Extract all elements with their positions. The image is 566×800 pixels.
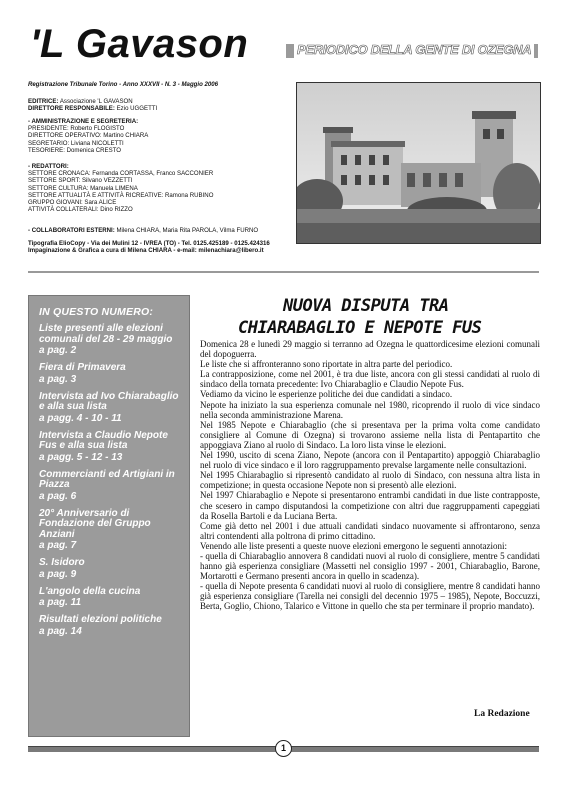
village-photo xyxy=(296,82,541,244)
editrice-label: EDITRICE: xyxy=(28,98,59,105)
contents-item xyxy=(39,392,185,424)
contents-item-title: Fiera di Primavera xyxy=(39,362,126,373)
tipografia-line: Tipografia ElioCopy - Via dei Mulini 12 - IVREA (TO) - Tel. 0125.425189 - 0125.424316 xyxy=(28,240,270,247)
masthead-title: 'L Gavason xyxy=(30,22,249,66)
redattori-line: SETTORE SPORT: Silvano VEZZETTI xyxy=(28,177,133,185)
contents-item-title: Liste presenti alle elezioni comunali del 28 - 29 maggio xyxy=(39,323,173,345)
article-paragraph: Vediamo da vicino le esperienze politiche dei due candidati a sindaco. xyxy=(200,389,453,400)
contents-item-page: a pag. 2 xyxy=(39,345,77,356)
redattori-line: GRUPPO GIOVANI: Sara ALICE xyxy=(28,199,117,207)
contents-heading: IN QUESTO NUMERO: xyxy=(39,306,154,318)
article-paragraph: Nepote ha iniziato la sua esperienza comunale nel 1980, ricoprendo il ruolo di vice sindaco nella seconda amministrazione Marena. xyxy=(200,399,540,420)
contents-item-page: a pag. 14 xyxy=(39,625,82,637)
contents-item-page: a pag. 6 xyxy=(39,490,77,502)
impaginazione-line: Impaginazione & Grafica a cura di Milena CHIARA - e-mail: milenachiara@libero.it xyxy=(28,247,264,255)
collab-label: - COLLABORATORI ESTERNI: xyxy=(28,227,115,234)
article-paragraph: Domenica 28 e lunedì 29 maggio si terranno ad Ozegna le quattordicesime elezioni comunali del dopoguerra. xyxy=(200,339,540,360)
article-paragraph: Venendo alle liste presenti a queste nuove elezioni emergono le seguenti annotazioni: xyxy=(200,540,507,551)
contents-item-title: L'angolo della cucina xyxy=(39,585,141,597)
contents-item xyxy=(39,558,185,580)
article-signature: La Redazione xyxy=(474,709,530,719)
contents-sidebar xyxy=(28,295,190,737)
article-paragraph: Nel 1995 Chiarabaglio si ripresentò candidato al ruolo di Sindaco, con nessuna altra lista in competizione; in questa occasione Nepote non si presentò alle elezioni. xyxy=(200,470,540,491)
contents-item xyxy=(39,509,185,552)
contents-item xyxy=(39,324,185,356)
redattori-line: SETTORE CULTURA: Manuela LIMENA xyxy=(28,184,138,192)
contents-item xyxy=(39,615,185,637)
contents-item-title: 20° Anniversario di Fondazione del Gruppo Anziani xyxy=(39,507,151,540)
collab-block xyxy=(28,227,258,234)
contents-item xyxy=(39,587,185,609)
article-paragraph: - quella di Chiarabaglio annovera 8 candidati nuovi al ruolo di consigliere, mentre 5 candidati hanno già esperienza consigliare (Massetti nel consiglio 1997 - 2001, Chiarabaglio, Barone, Mortarotti e Germano presenti ancora in quello in scadenza). xyxy=(200,550,540,582)
article-paragraph: - quella di Nepote presenta 6 candidati nuovi al ruolo di consigliere, mentre 8 candidati hanno già esperienza consigliare (Tarella nei consigli del decennio 1975 – 1985), Nepote, Boccuzzi, Berta, Goglio, Chiono, Talarico e Vittone in quello che sta per terminare il proprio mandato). xyxy=(200,581,540,612)
admin-line: PRESIDENTE: Roberto FLOGISTO xyxy=(28,125,125,133)
contents-item-page: a pag. 9 xyxy=(39,568,77,580)
contents-item-title: Risultati elezioni politiche xyxy=(39,614,162,625)
article-paragraph: Come già detto nel 2001 i due attuali candidati sindaco nuovamente si affrontarono, senza altri contendenti alla poltrona di primo cittadino. xyxy=(200,520,540,541)
article-paragraph: Nel 1997 Chiarabaglio e Nepote si presentarono entrambi candidati in due liste contrapposte, che scesero in campo disputandosi la competizione con altri due raggruppamenti capeggiati da Rosella Bartoli e da Luciana Berta. xyxy=(200,490,540,521)
article-paragraph: Nel 1990, uscito di scena Ziano, Nepote (ancora con il Pentapartito) appoggiò Chiarabaglio nel ruolo di vice sindaco e il loro raggruppamento prevalse largamente nelle consultazioni. xyxy=(200,450,540,471)
tipografia-block xyxy=(28,240,270,254)
article-body xyxy=(200,339,540,612)
page-number: 1 xyxy=(275,740,292,757)
header-divider xyxy=(28,271,539,273)
contents-item xyxy=(39,470,185,502)
admin-line: DIRETTORE OPERATIVO: Martino CHIARA xyxy=(28,132,149,140)
admin-block xyxy=(28,118,148,154)
article-paragraph: Nel 1985 Nepote e Chiarabaglio (che si presentava per la prima volta come candidato consigliere al Comune di Ozegna) si trovarono assieme nella lista di Pentapartito che appoggiava Ziano al ruolo di Sindaco. La loro lista vinse le elezioni. xyxy=(200,419,540,450)
contents-item-title: Intervista a Claudio Nepote Fus e alla sua lista xyxy=(39,429,168,451)
subtitle-text: PERIODICO DELLA GENTE DI OZEGNA xyxy=(294,39,534,61)
editrice-block xyxy=(28,98,157,112)
contents-item-page: a pag. 11 xyxy=(39,597,82,608)
direttore-label: DIRETTORE RESPONSABILE: xyxy=(28,105,115,113)
admin-label: - AMMINISTRAZIONE E SEGRETERIA: xyxy=(28,118,139,125)
article-headline-line2: CHIARABAGLIO E NEPOTE FUS xyxy=(238,318,482,338)
editrice-value: Associazione 'L GAVASON xyxy=(59,98,133,105)
contents-item-title: S. Isidoro xyxy=(39,557,85,568)
contents-item-title: Commercianti ed Artigiani in Piazza xyxy=(39,468,175,490)
admin-line: SEGRETARIO: Liviana NICOLETTI xyxy=(28,139,124,147)
contents-item-page: a pagg. 4 - 10 - 11 xyxy=(39,412,122,424)
direttore-value: Ezio UGGETTI xyxy=(116,105,158,113)
contents-item-page: a pag. 7 xyxy=(39,540,77,551)
redattori-label: - REDATTORI: xyxy=(28,163,69,170)
contents-item-page: a pagg. 5 - 12 - 13 xyxy=(39,451,123,463)
redattori-line: SETTORE ATTUALITÀ E ATTIVITÀ RICREATIVE: Ramona RUBINO xyxy=(28,191,214,199)
collab-value: Milena CHIARA, Maria Rita PAROLA, Vilma FURNO xyxy=(116,227,259,234)
village-photo-icon xyxy=(297,83,540,243)
redattori-line: SETTORE CRONACA: Fernanda CORTASSA, Franco SACCONIER xyxy=(28,170,214,178)
article-paragraph: La contrapposizione, come nel 2001, è tra due liste, ancora con gli stessi candidati al ruolo di sindaco della tornata precedente: Ivo Chiarabaglio e Claudio Nepote Fus. xyxy=(200,369,540,390)
article-paragraph: Le liste che si affronteranno sono riportate in altra parte del periodico. xyxy=(200,359,453,370)
contents-item xyxy=(39,431,185,463)
admin-line: TESORIERE: Domenica CRESTO xyxy=(28,146,122,154)
registration-line: Registrazione Tribunale Torino - Anno XXXVII - N. 3 - Maggio 2006 xyxy=(28,81,219,88)
redattori-line: ATTIVITÀ COLLATERALI: Dino RIZZO xyxy=(28,206,133,214)
contents-item xyxy=(39,363,185,385)
redattori-block xyxy=(28,163,213,213)
article-headline-line1: NUOVA DISPUTA TRA xyxy=(283,296,449,316)
contents-item-page: a pag. 3 xyxy=(39,373,77,385)
contents-item-title: Intervista ad Ivo Chiarabaglio e alla sua lista xyxy=(39,390,179,412)
